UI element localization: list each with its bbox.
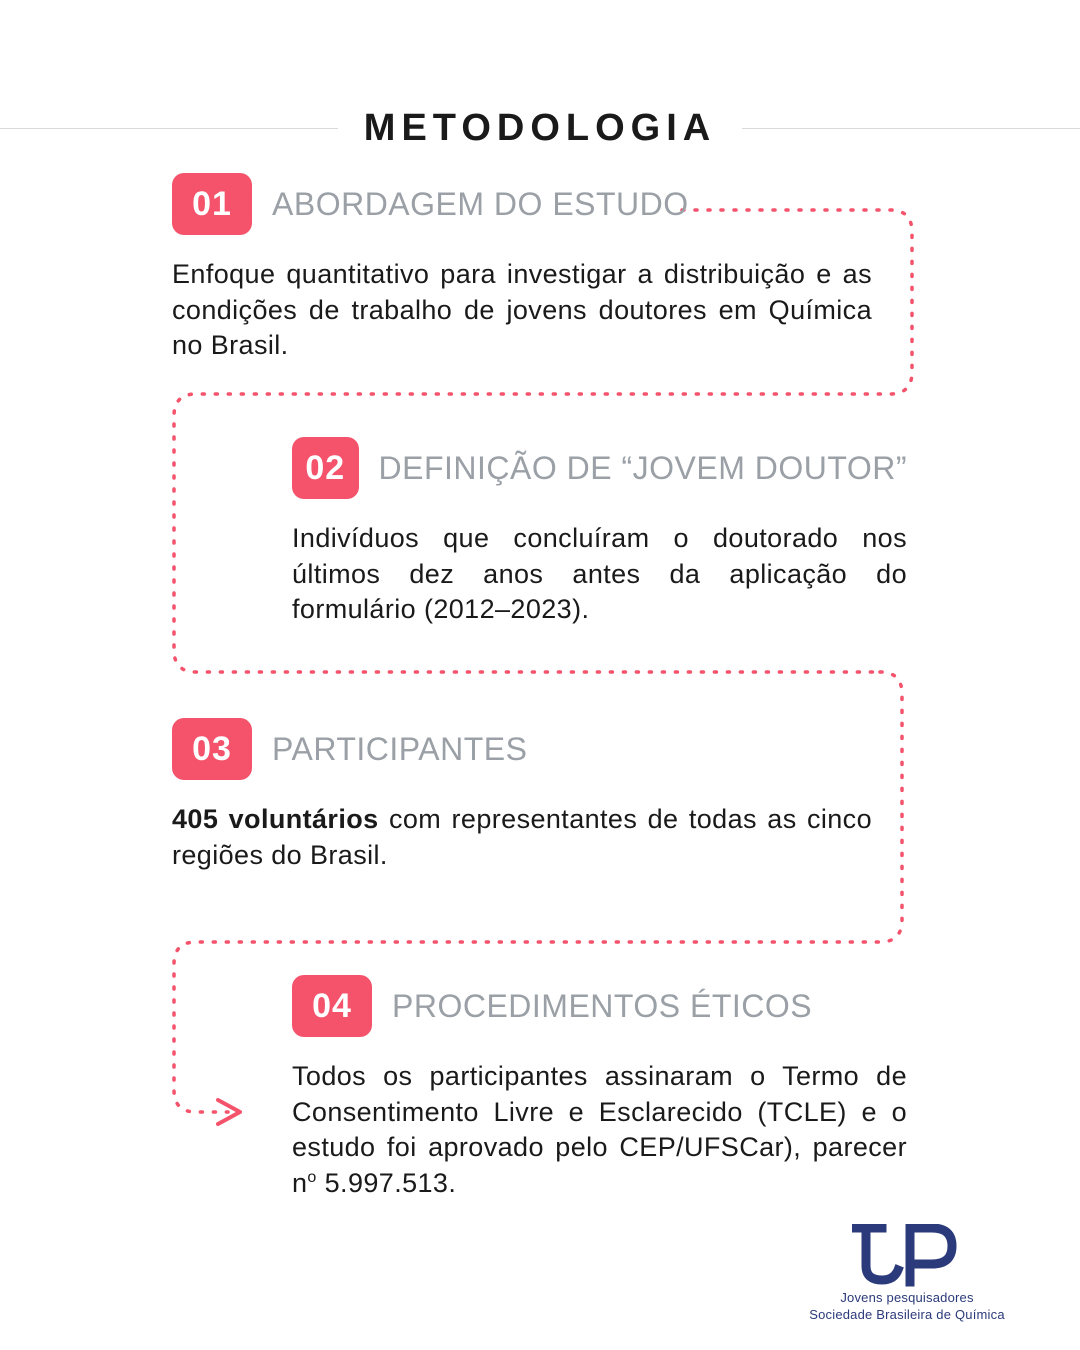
header-rule-right [742, 128, 1080, 129]
connector-arrowhead-icon [218, 1100, 240, 1124]
step-title-01: ABORDAGEM DO ESTUDO [272, 185, 689, 222]
step-header-02 [292, 437, 907, 499]
jp-logo-icon [782, 1223, 1032, 1289]
step-title-03: PARTICIPANTES [272, 730, 528, 767]
step-block-02 [292, 437, 907, 628]
footer-logo [782, 1223, 1032, 1324]
logo-line-2: Sociedade Brasileira de Química [809, 1307, 1005, 1323]
step-block-03 [172, 718, 872, 873]
step-body-04-part2: 5.997.513. [316, 1167, 457, 1198]
step-body-04 [292, 1059, 907, 1202]
logo-line-1: Jovens pesquisadores [840, 1289, 974, 1305]
step-header-04 [292, 975, 907, 1037]
page-title: METODOLOGIA [363, 106, 717, 149]
jp-monogram-icon [852, 1224, 962, 1288]
step-block-04 [292, 975, 907, 1202]
step-number-badge-03: 03 [172, 718, 252, 780]
step-header-03 [172, 718, 872, 780]
header-rule-left [0, 128, 338, 129]
step-number-badge-02: 02 [292, 437, 359, 499]
step-block-01 [172, 173, 872, 364]
step-body-02: Indivíduos que concluíram o doutorado nos últimos dez anos antes da aplicação do formulário (2012–2023). [292, 523, 907, 625]
step-number-badge-01: 01 [172, 173, 252, 235]
step-body-04-part1: Todos os participantes assinaram o Termo de Consentimento Livre e Esclarecido (TCLE) e o estudo foi aprovado pelo CEP/UFSCar), parecer n [292, 1061, 907, 1198]
step-number-badge-04: 04 [292, 975, 372, 1037]
page-header [0, 98, 1080, 158]
step-body-03-rest: com representantes de todas as cinco regiões do Brasil. [172, 804, 873, 870]
step-body-03 [172, 802, 872, 873]
step-body-01: Enfoque quantitativo para investigar a distribuição e as condições de trabalho de jovens doutores em Química no Brasil. [172, 259, 872, 361]
step-body-04-superscript: o [307, 1168, 317, 1186]
step-title-04: PROCEDIMENTOS ÉTICOS [392, 987, 813, 1024]
step-body-03-highlight: 405 voluntários [172, 804, 379, 834]
step-title-02: DEFINIÇÃO DE “JOVEM DOUTOR” [378, 449, 907, 486]
step-header-01 [172, 173, 872, 235]
